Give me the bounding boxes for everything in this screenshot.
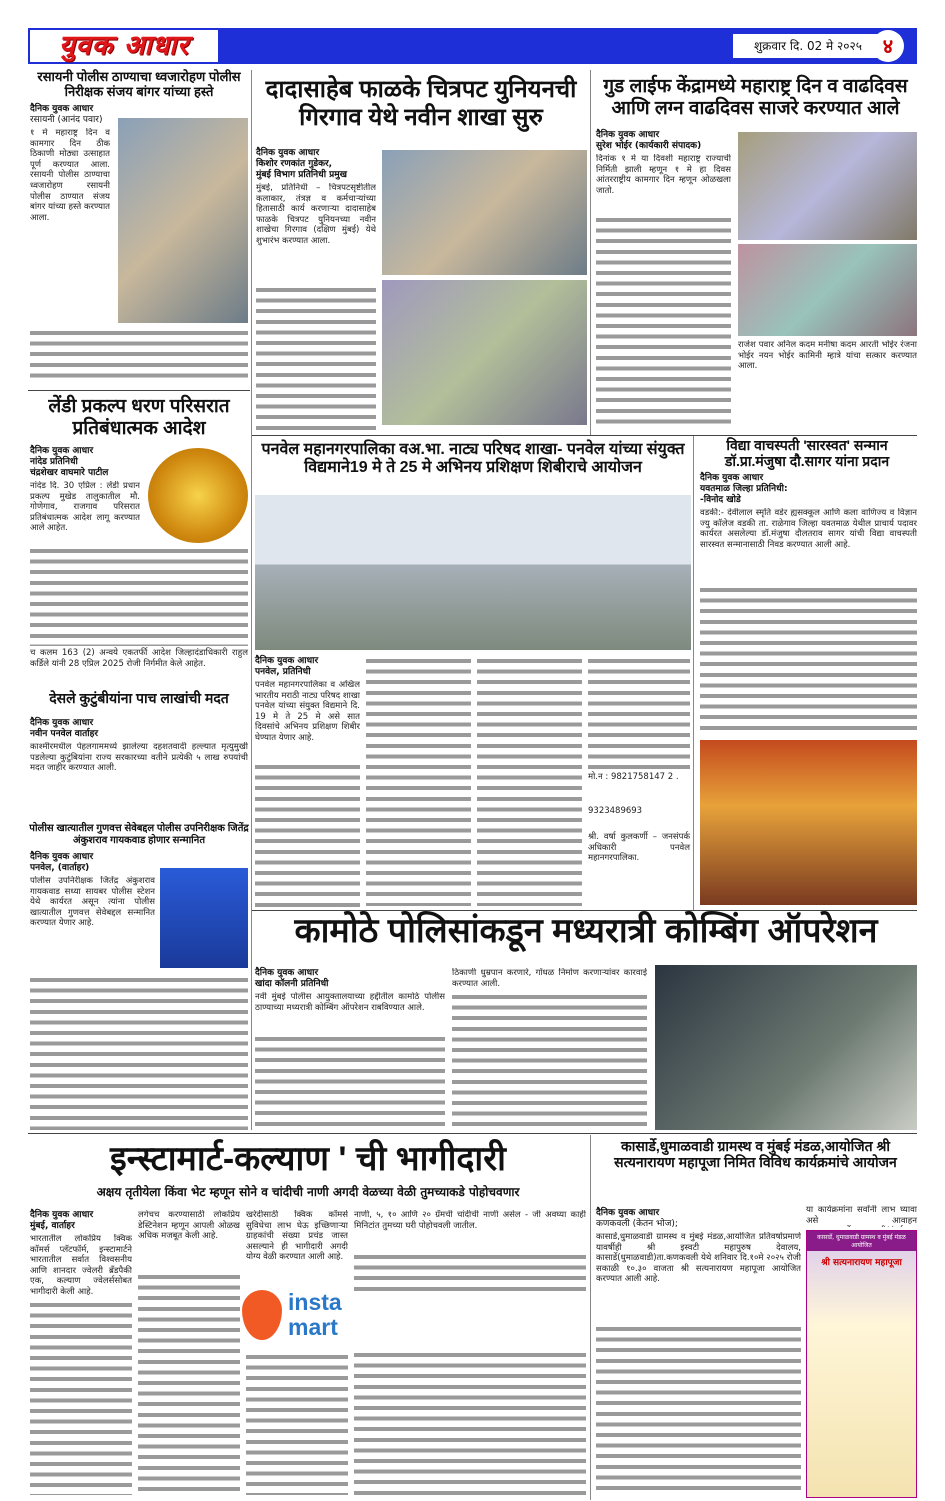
article-text-lines: [138, 1272, 240, 1495]
article-text-lines: [30, 975, 248, 1130]
group-photo: [382, 280, 587, 425]
author: किशोर रणकांत गुडेकर,: [256, 159, 333, 169]
article-body: भारतातील लोकप्रिय क्विक कॉमर्स प्लॅटफॉर्म, इन्स्टामार्टने भारतातील सर्वात विश्वसनीय आणि शानदार ज्वेलरी ब्रँडपैकी एक, कल्याण ज्वेलर्ससोबत भागीदारी केली आहे.: [30, 1234, 132, 1297]
article-text-lines: [596, 215, 731, 430]
subheadline: अक्षय तृतीयेला किंवा भेट म्हणून सोने व चांदीची नाणी अगदी वेळच्या वेळी तुमच्याकडे पोहोचवणार: [96, 1185, 520, 1199]
headline: देसले कुटुंबीयांना पाच लाखांची मदत: [49, 690, 229, 706]
article-body: १ मे महाराष्ट्र दिन व कामगार दिन ठीक ठिकाणी मोठ्या उत्साहात पूर्ण करण्यात आला. रसायनी पोलीस ठाण्याचा ध्वजारोहण रसायनी पोलीस ठाण्यात संजय बांगर यांच्या हस्ते करण्यात आला.: [30, 128, 110, 223]
officer-photo: [160, 868, 248, 968]
dateline: यवतमाळ जिल्हा प्रतिनिधी:: [700, 484, 788, 494]
celebration-photo: [738, 132, 917, 240]
article-body: नांदेड दि. 30 एप्रिल : लेंडी प्रधान प्रकल्प मुखेड तालुकातील मौ. गोणेगाव, राजगाव परिसरात प्रतिबंधात्मक आदेश लागू करण्यात आले आहेत.: [30, 481, 140, 534]
byline: दैनिक युवक आधार: [30, 446, 94, 456]
article-text-lines: [246, 1352, 348, 1495]
author: चंद्रशेखर वाघमारे पाटील: [30, 468, 109, 478]
column-divider: [251, 70, 252, 1130]
article-text-lines: [477, 656, 582, 906]
byline: दैनिक युवक आधार: [30, 1210, 94, 1220]
byline: दैनिक युवक आधार: [30, 852, 94, 862]
dateline: पनवेल, (वार्ताहर): [30, 863, 90, 873]
award-ceremony-photo: [700, 740, 917, 905]
contact-number-2: 9323489693: [588, 806, 643, 816]
author-role: मुंबई विभाग प्रतिनिधी प्रमुख: [256, 170, 348, 180]
article-body-col2: या कार्यक्रमांना सर्वांनी लाभ घ्यावा असे आवाहन: [806, 1205, 917, 1226]
article-text-lines: [596, 1324, 801, 1496]
article-text-lines: [30, 1300, 132, 1495]
article-body: वडकी:- देवीलाल स्मृति वडेर ह्यसक्कूल आणि कला वाणिज्य व विज्ञान ज्यु कॉलेज वडकी ता. राळेगाव जिल्हा यवतमाळ येथील प्राचार्य पदावर कार्यरत असलेल्या डॉ.मंजुषा दौलतराव सागर यांची विद्या वाचस्पती सारस्वत सन्मानासाठी निवड करण्यात आली आहे.: [700, 508, 917, 550]
article-text-lines: [354, 1350, 586, 1495]
instamart-logo-icon: [242, 1290, 282, 1340]
article-text-lines: [255, 762, 360, 907]
issue-date: शुक्रवार दि. 02 मे २०२५: [733, 34, 883, 58]
article-text-lines: [255, 1034, 445, 1132]
instamart-logo-text: insta mart: [288, 1289, 342, 1340]
article-body: कासार्डे,धुमाळवाडी ग्रामस्थ व मुंबई मंडळ,आयोजित प्रतिवर्षाप्रमाणे यावर्षीही श्री इस्वटी महापुरुष देवालय, कासार्डे(धुमाळवाडी)ता.कणकवली येथे शनिवार दि.१०मे २०२५ रोजी सकाळी १०.३० वाजता श्री सत्यनारायण महापूजा आयोजित करण्यात आली आहे.: [596, 1232, 801, 1285]
byline: दैनिक युवक आधार: [596, 1208, 660, 1218]
article-body: दिनांक १ मे या दिवशी महाराष्ट्र राज्याची निर्मिती झाली म्हणून १ मे हा दिवस आंतरराष्ट्रीय कामगार दिन म्हणून ओळखला जातो.: [596, 154, 731, 196]
police-operation-photo: [655, 965, 917, 1130]
article-text-lines: [452, 992, 647, 1132]
divider: [252, 910, 917, 911]
article-text-lines: [30, 546, 248, 646]
headline: कासार्डे,धुमाळवाडी ग्रामस्थ व मुंबई मंडळ,आयोजित श्री सत्यनारायण महापूजा निमित विविध कार्यक्रमांचे आयोजन: [614, 1138, 897, 1171]
article-text-lines: [354, 1252, 586, 1292]
poster-organizer: कासार्डे, धुमाळवाडी ग्रामस्थ व मुंबई मंडळ आयोजित: [807, 1231, 916, 1251]
article-text-lines: [256, 285, 376, 430]
flag-hoisting-photo: [118, 118, 248, 323]
article-text-lines: [30, 328, 248, 384]
government-seal-image: [148, 448, 248, 543]
headline: दादासाहेब फाळके चित्रपट युनियनची गिरगाव येथे नवीन शाखा सुरु: [265, 76, 577, 131]
headline: लेंडी प्रकल्प धरण परिसरात प्रतिबंधात्मक आदेश: [48, 396, 230, 439]
article-text-lines: [588, 656, 690, 771]
byline: दैनिक युवक आधार: [700, 473, 764, 483]
byline: दैनिक युवक आधार: [596, 130, 660, 140]
photo-caption: राजेश पवार अनिल कदम मनीषा कदम आरती भोईर रंजना भोईर नयन भोईर कामिनी म्हात्रे यांचा सत्कार करण्यात आला.: [738, 340, 917, 372]
inauguration-photo: [382, 150, 587, 275]
city-skyline-photo: [255, 495, 691, 650]
dateline: नांदेड प्रतिनिधी: [30, 457, 78, 467]
byline: दैनिक युवक आधार: [255, 656, 319, 666]
byline: दैनिक युवक आधार: [255, 968, 319, 978]
felicitation-photo: [738, 244, 917, 336]
byline: दैनिक युवक आधार: [30, 104, 94, 114]
headline: पोलीस खात्यातील गुणवत्त सेवेबद्दल पोलीस उपनिरीक्षक जितेंद्र अंकुशराव गायकवाड होणार सन्मानित: [29, 823, 249, 846]
byline: दैनिक युवक आधार: [256, 148, 320, 158]
newspaper-logo: युवक आधार: [30, 30, 218, 62]
dateline: खांदा कॉलनी प्रतिनिधी: [255, 979, 329, 989]
article-body: पोलीस उपनिरीक्षक जितेंद्र अंकुशराव गायकवाड सध्या सायबर पोलीस स्टेशन येथे कार्यरत असून त्यांना पोलीस खात्यातील गुणवत्त सेवेबद्दल सन्मानित करण्यात येणार आहे.: [30, 876, 155, 929]
page-number: ४: [872, 30, 904, 62]
author: -विनोद खोडे: [700, 495, 741, 505]
contact-number: मो.न : 9821758147 2 .: [588, 772, 679, 782]
article-text-lines: [366, 656, 471, 906]
article-body-col4: नाणी, ५, १० आणि २० ग्रॅमची चांदीची नाणी असेल - जी अवघ्या काही मिनिटांत तुमच्या घरी पोहोचवली जातील.: [354, 1210, 586, 1231]
event-poster: [806, 1230, 917, 1498]
divider: [252, 435, 917, 436]
dateline: मुंबई, वार्ताहर: [30, 1221, 75, 1231]
headline: इन्स्टामार्ट-कल्याण ' ची भागीदारी: [110, 1140, 506, 1178]
article-body: मुंबई, प्रतिनिधी – चित्रपटसृष्टीतील कलाकार, तंत्रज्ञ व कर्मचाऱ्यांच्या हितासाठी कार्य करणाऱ्या दादासाहेब फाळके चित्रपट युनियनच्या नवीन शाखेचा गिरगाव (दक्षिण मुंबई) येथे शुभारंभ करण्यात आला.: [256, 183, 376, 246]
article-body: नवी मुंबई पोलीस आयुक्तालयाच्या हद्दीतील कामोठे पोलीस ठाण्याच्या मध्यरात्री कोम्बिंग ऑपरेशन राबविण्यात आले.: [255, 992, 445, 1013]
article-text-lines: [700, 585, 917, 735]
byline: दैनिक युवक आधार: [30, 718, 94, 728]
dateline: कणकवली (केतन भोज);: [596, 1219, 678, 1229]
divider: [28, 1133, 917, 1134]
article-body: काश्मीरमधील पेहलगाममध्ये झालेल्या दहशतवादी हल्ल्यात मृत्युमुखी पडलेल्या कुटुंबियांना राज्य सरकारच्या वतीने प्रत्येकी ५ लाख रुपयांची मदत जाहीर करण्यात आली.: [30, 742, 248, 774]
column-divider: [693, 435, 694, 910]
dateline: पनवेल, प्रतिनिधी: [255, 667, 311, 677]
column-divider: [590, 1135, 591, 1500]
article-end: च कलम 163 (2) अन्वये एकतर्फी आदेश जिल्हादंडाधिकारी राहुल कर्डिले यांनी 28 एप्रिल 2025 रोजी निर्गमीत केले आहेत.: [30, 648, 248, 669]
headline: विद्या वाचस्पती 'सारस्वत' सन्मान डॉ.प्रा.मंजुषा दौ.सागर यांना प्रदान: [724, 437, 890, 470]
article-body-col2: लगेचच करण्यासाठी लोकप्रिय डेस्टिनेशन म्हणून आपली ओळख अधिक मजबूत केली आहे.: [138, 1210, 240, 1242]
headline: गुड लाईफ केंद्रामध्ये महाराष्ट्र दिन व वाढदिवस आणि लग्न वाढदिवस साजरे करण्यात आले: [603, 76, 908, 119]
article-body-col2: ठिकाणी धुम्रपान करणारे, गोंधळ निर्माण करणाऱ्यांवर कारवाई करण्यात आली.: [452, 968, 647, 989]
poster-title: श्री सत्यनारायण महापूजा: [821, 1258, 902, 1268]
headline: कामोठे पोलिसांकडून मध्यरात्री कोम्बिंग ऑपरेशन: [294, 912, 878, 950]
article-body: पनवेल महानगरपालिका व अखिल भारतीय मराठी नाट्य परिषद शाखा पनवेल यांच्या संयुक्त विद्यमाने दि. 19 मे ते 25 मे असे सात दिवसांचे अभिनय प्रशिक्षण शिबीर घेण्यात येणार आहे.: [255, 680, 360, 743]
signoff: श्री. वर्षा कुलकर्णी – जनसंपर्क अधिकारी पनवेल महानगरपालिका.: [588, 832, 690, 864]
headline: पनवेल महानगरपालिका वअ.भा. नाट्य परिषद शाखा- पनवेल यांच्या संयुक्त विद्यमाने19 मे ते 25 मे अभिनय प्रशिक्षण शिबीराचे आयोजन: [261, 441, 685, 477]
author: सुरेश भोईर (कार्यकारी संपादक): [596, 141, 702, 151]
dateline: रसायनी (आनंद पवार): [30, 115, 103, 125]
column-divider: [590, 70, 591, 435]
dateline: नवीन पनवेल वार्ताहर: [30, 729, 99, 739]
headline: रसायनी पोलीस ठाण्याचा ध्वजारोहण पोलीस निरीक्षक संजय बांगर यांच्या हस्ते: [37, 69, 241, 99]
divider: [28, 390, 250, 391]
article-body-col3: खरेदीसाठी क्विक कॉमर्स सुविधेचा लाभ घेऊ इच्छिणाऱ्या ग्राहकांची संख्या प्रचंड जास्त असल्याने ही भागीदारी अगदी योग्य वेळी करण्यात आली आहे.: [246, 1210, 348, 1263]
